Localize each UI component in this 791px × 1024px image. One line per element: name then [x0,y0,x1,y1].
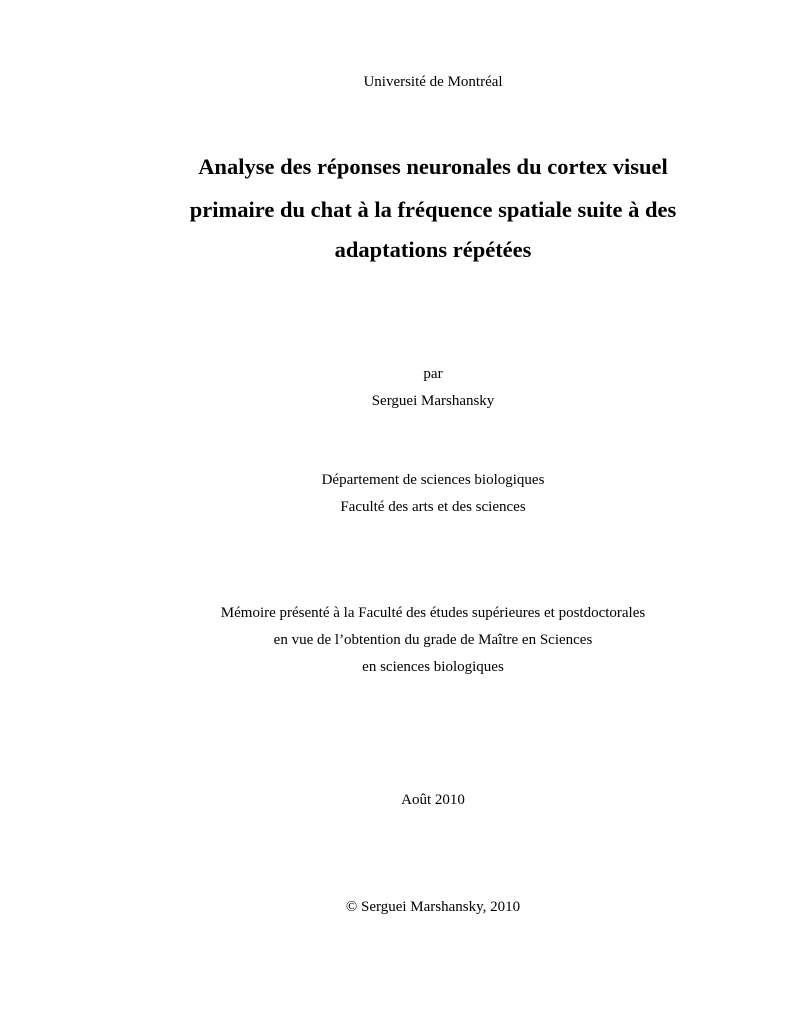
copyright-notice: © Serguei Marshansky, 2010 [345,899,521,915]
thesis-title-line-1: Analyse des réponses neuronales du cortex visuel [198,154,668,179]
submission-statement-line-3: en sciences biologiques [362,659,504,675]
submission-date: Août 2010 [401,792,465,808]
thesis-title-line-3: adaptations répétées [334,237,532,262]
submission-statement-line-2: en vue de l’obtention du grade de Maître en Sciences [273,632,593,648]
department-name: Département de sciences biologiques [321,472,545,488]
author-name: Serguei Marshansky [371,393,495,409]
thesis-title-line-2: primaire du chat à la fréquence spatiale suite à des [189,197,677,222]
submission-statement-line-1: Mémoire présenté à la Faculté des études supérieures et postdoctorales [220,605,646,621]
faculty-name: Faculté des arts et des sciences [340,499,526,515]
university-name: Université de Montréal [363,74,503,90]
author-by-label: par [423,366,443,382]
